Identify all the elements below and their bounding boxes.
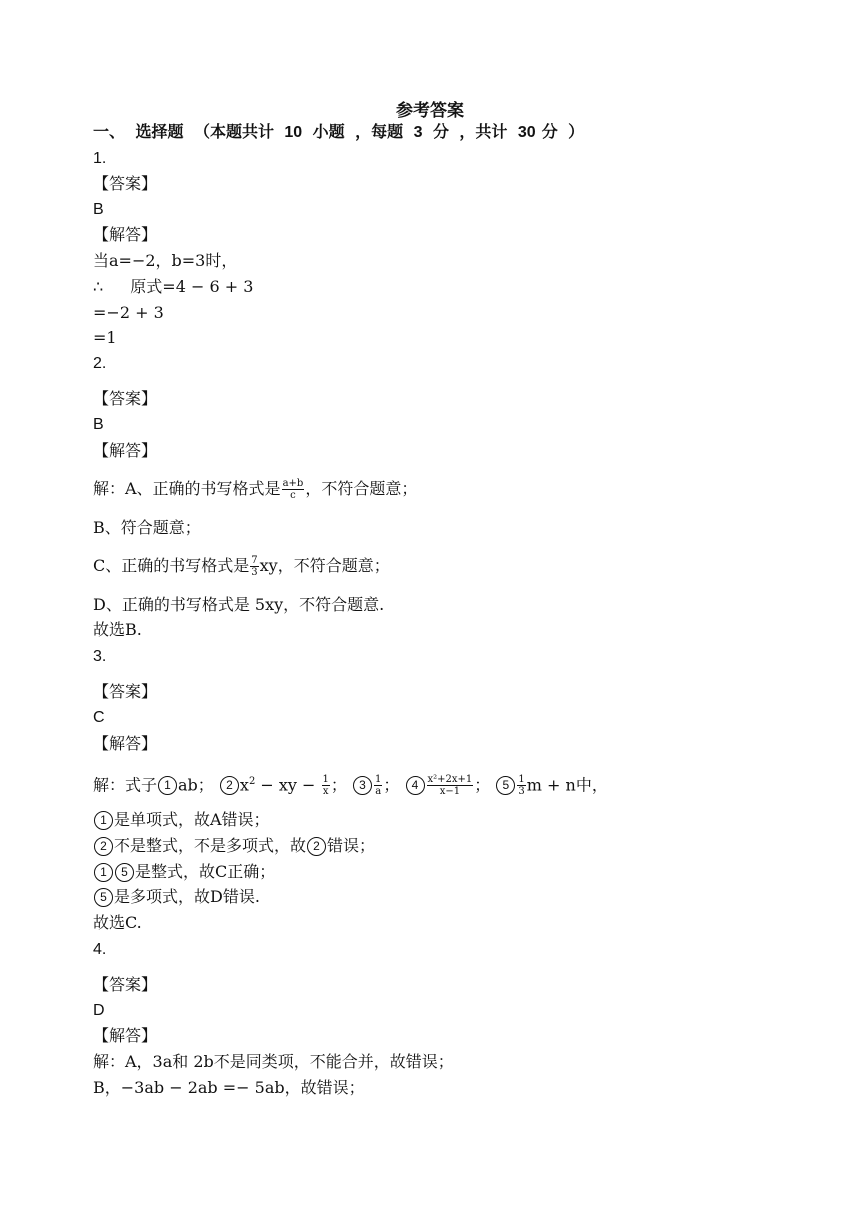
text: 是单项式，故A错误；: [114, 810, 270, 829]
fraction-numerator: 1: [518, 774, 525, 786]
solution-line: [93, 276, 253, 298]
solution-line: =1: [93, 328, 117, 347]
therefore-symbol: ∴: [93, 277, 104, 296]
text: 解：式子: [93, 775, 158, 795]
fraction-denominator: x−1: [439, 786, 461, 798]
answer-value: B: [93, 201, 104, 218]
expression: x: [239, 775, 249, 795]
section-desc-close: ）: [568, 124, 585, 141]
answer-label: 【答案】: [93, 975, 158, 994]
fraction: [282, 478, 305, 501]
text: ，不符合题意；: [305, 479, 418, 498]
solution-line: 当a=−2，b=3时，: [93, 251, 238, 270]
text: 是多项式，故D错误.: [114, 887, 260, 906]
text: m + n中，: [526, 775, 608, 795]
solution-line: [93, 555, 390, 578]
each-points: 3: [413, 124, 423, 141]
circled-number: 4: [406, 776, 425, 795]
text: 解：A、正确的书写格式是: [93, 479, 281, 498]
expression: − xy −: [255, 775, 321, 795]
each-unit: 分: [432, 124, 449, 141]
answer-value: C: [93, 709, 105, 726]
fraction-numerator: 1: [375, 774, 382, 786]
fraction-denominator: a: [375, 786, 382, 798]
section-name: 选择题: [135, 124, 184, 141]
fraction: [250, 555, 258, 578]
solution-label: 【解答】: [93, 441, 158, 460]
solution-label: 【解答】: [93, 225, 158, 244]
text: 是整式，故C正确；: [135, 862, 276, 881]
text: C、正确的书写格式是: [93, 556, 250, 575]
fraction: [322, 774, 330, 797]
solution-line: =−2 + 3: [93, 303, 164, 322]
each-label: ，每题: [355, 124, 404, 141]
fraction-denominator: 3: [518, 786, 525, 798]
text: xy，不符合题意；: [259, 556, 390, 575]
circled-number: 5: [115, 863, 134, 882]
solution-line: [93, 771, 608, 797]
circled-number: 2: [307, 837, 326, 856]
text: 错误；: [327, 836, 376, 855]
fraction: [427, 774, 474, 797]
question-count-unit: 小题: [312, 124, 345, 141]
fraction-denominator: 3: [251, 567, 258, 578]
answer-value: D: [93, 1002, 105, 1019]
section-desc-open: （本题共计: [193, 124, 274, 141]
solution-line-text: 原式=4 − 6 + 3: [130, 277, 254, 296]
fraction-denominator: x: [322, 786, 329, 798]
fraction-numerator: 7: [251, 555, 258, 566]
exponent: 2: [248, 776, 256, 787]
fraction-numerator: a+b: [282, 478, 304, 489]
solution-line: 故选B.: [93, 620, 142, 639]
solution-line: 解：A，3a和 2b不是同类项，不能合并，故错误；: [93, 1052, 454, 1071]
solution-line: [93, 861, 275, 883]
circled-number: 5: [94, 888, 113, 907]
solution-line: [93, 886, 260, 908]
fraction-denominator: c: [290, 490, 296, 501]
section-header: [93, 122, 590, 144]
fraction: [517, 774, 525, 797]
total-unit: 分: [541, 124, 558, 141]
circled-number: 3: [353, 776, 372, 795]
page-title: 参考答案: [396, 101, 464, 121]
answer-label: 【答案】: [93, 682, 158, 701]
solution-line: D、正确的书写格式是 5xy，不符合题意.: [93, 595, 385, 614]
solution-line: [93, 835, 375, 857]
solution-line: [93, 809, 270, 831]
fraction-numerator: 1: [322, 774, 329, 786]
question-number: 3.: [93, 648, 107, 665]
answer-label: 【答案】: [93, 174, 158, 193]
question-number: 2.: [93, 355, 107, 372]
question-number: 4.: [93, 941, 107, 958]
answer-value: B: [93, 416, 104, 433]
fraction-numerator: x²+2x+1: [427, 774, 473, 786]
section-index: 一、: [93, 124, 126, 141]
solution-line: 故选C.: [93, 913, 142, 932]
circled-number: 1: [158, 776, 177, 795]
solution-label: 【解答】: [93, 734, 158, 753]
text: ；: [330, 775, 347, 795]
text: ；: [383, 775, 400, 795]
circled-number: 2: [220, 776, 239, 795]
fraction: [374, 774, 382, 797]
circled-number: 2: [94, 837, 113, 856]
total-points: 30: [517, 124, 536, 141]
question-number: 1.: [93, 150, 107, 167]
expression: ab；: [178, 775, 214, 795]
circled-number: 1: [94, 863, 113, 882]
text: 不是整式，不是多项式，故: [114, 836, 307, 855]
solution-line: B、符合题意；: [93, 518, 201, 537]
solution-line: B，−3ab − 2ab =− 5ab，故错误；: [93, 1078, 365, 1097]
text: ；: [474, 775, 491, 795]
answer-label: 【答案】: [93, 389, 158, 408]
solution-line: [93, 478, 417, 501]
question-count: 10: [284, 124, 303, 141]
circled-number: 1: [94, 811, 113, 830]
circled-number: 5: [496, 776, 515, 795]
total-label: ，共计: [459, 124, 508, 141]
solution-label: 【解答】: [93, 1026, 158, 1045]
